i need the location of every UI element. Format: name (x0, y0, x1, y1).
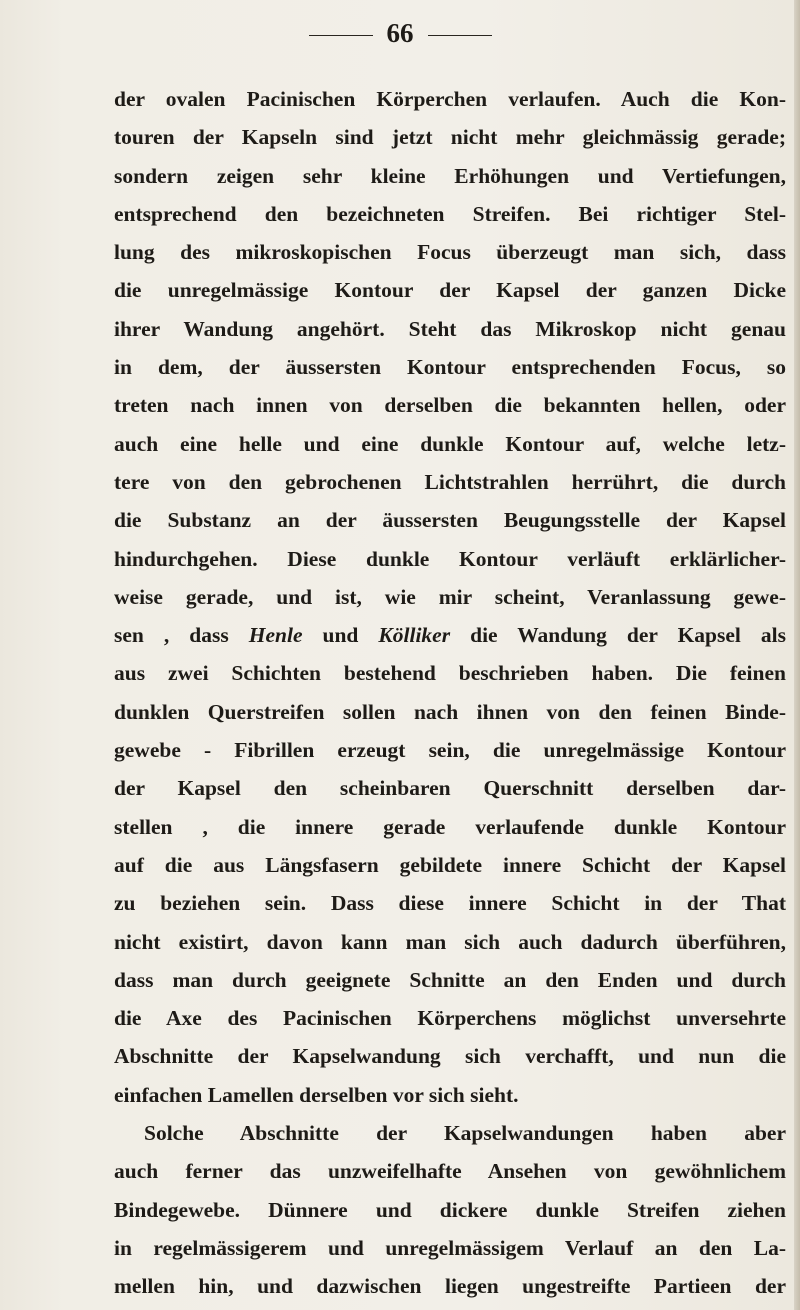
text-line: in regelmässigerem und unregelmässigem Verlauf an den La- (114, 1235, 786, 1260)
text-line: die unregelmässige Kontour der Kapsel der ganzen Dicke (114, 278, 786, 303)
text-line: Bindegewebe. Dünnere und dickere dunkle Streifen ziehen (114, 1197, 786, 1222)
text-line: stellen , die innere gerade verlaufende dunkle Kontour (114, 814, 786, 839)
text-line: dunklen Querstreifen sollen nach ihnen von den feinen Binde- (114, 699, 786, 724)
text-line: aus zwei Schichten bestehend beschrieben haben. Die feinen (114, 661, 786, 686)
text-line: treten nach innen von derselben die bekannten hellen, oder (114, 393, 786, 418)
text-line: tere von den gebrochenen Lichtstrahlen herrührt, die durch (114, 469, 786, 494)
author-name-henle: Henle (248, 623, 303, 648)
text-line: der ovalen Pacinischen Körperchen verlaufen. Auch die Kon- (114, 87, 786, 111)
text-fragment: und (302, 623, 379, 648)
text-line: die Substanz an der äussersten Beugungsstelle der Kapsel (114, 508, 786, 533)
text-line: zu beziehen sein. Dass diese innere Schicht in der That (114, 891, 786, 916)
body-text (114, 80, 786, 1306)
text-line: touren der Kapseln sind jetzt nicht mehr gleichmässig gerade; (114, 125, 786, 150)
text-line: ihrer Wandung angehört. Steht das Mikroskop nicht genau (114, 316, 786, 341)
text-line: auch ferner das unzweifelhafte Ansehen von gewöhnlichem (114, 1159, 786, 1184)
text-fragment: die Wandung der Kapsel als (450, 623, 786, 648)
author-name-koelliker: Kölliker (378, 623, 451, 648)
header-dash-right (428, 35, 492, 36)
text-line-with-names (114, 616, 786, 654)
text-line: nicht existirt, davon kann man sich auch dadurch überführen, (114, 929, 786, 954)
text-line: gewebe - Fibrillen erzeugt sein, die unregelmässige Kontour (114, 738, 786, 763)
text-line: in dem, der äussersten Kontour entsprechenden Focus, so (114, 355, 786, 380)
text-line: Solche Abschnitte der Kapselwandungen haben aber (144, 1121, 786, 1146)
text-line: lung des mikroskopischen Focus überzeugt man sich, dass (114, 240, 786, 265)
text-fragment: sen , dass (114, 623, 249, 648)
text-line: entsprechend den bezeichneten Streifen. Bei richtiger Stel- (114, 201, 786, 226)
header-dash-left (309, 35, 373, 36)
text-line: einfachen Lamellen derselben vor sich sieht. (114, 1082, 519, 1107)
page-number: 66 (386, 18, 414, 48)
text-line: der Kapsel den scheinbaren Querschnitt derselben dar- (114, 776, 786, 801)
text-line: dass man durch geeignete Schnitte an den Enden und durch (114, 967, 786, 992)
page-header (0, 18, 800, 49)
text-line: hindurchgehen. Diese dunkle Kontour verläuft erklärlicher- (114, 546, 786, 571)
text-line: weise gerade, und ist, wie mir scheint, Veranlassung gewe- (114, 584, 786, 609)
text-line: sondern zeigen sehr kleine Erhöhungen und Vertiefungen, (114, 163, 786, 188)
text-line: die Axe des Pacinischen Körperchens möglichst unversehrte (114, 1006, 786, 1031)
text-line: Abschnitte der Kapselwandung sich verchafft, und nun die (114, 1044, 786, 1069)
text-line: auf die aus Längsfasern gebildete innere Schicht der Kapsel (114, 852, 786, 877)
text-line: auch eine helle und eine dunkle Kontour auf, welche letz- (114, 431, 786, 456)
text-line: mellen hin, und dazwischen liegen ungestreifte Partieen der (114, 1274, 786, 1299)
page-edge-shadow (794, 0, 800, 1310)
